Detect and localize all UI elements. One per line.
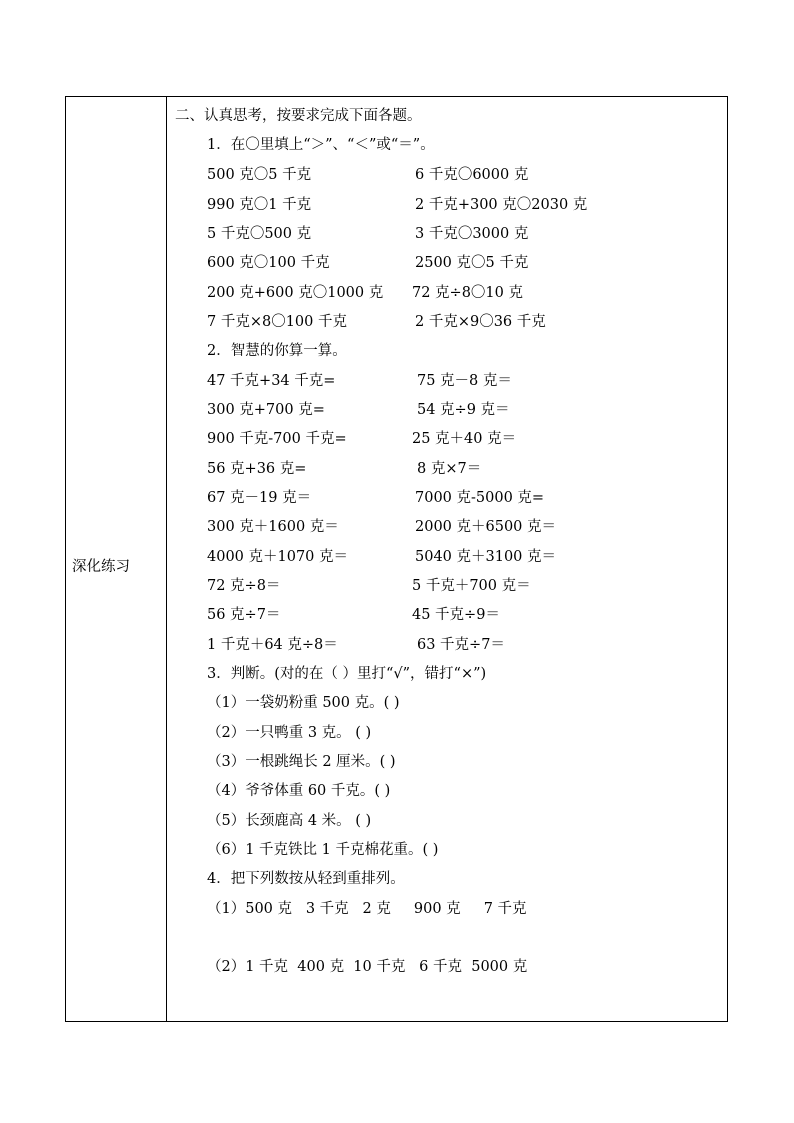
section3-heading: 3．判断。(对的在（ ）里打“√”，错打“×”) xyxy=(207,666,487,682)
judge-item-3: （3）一根跳绳长 2 厘米。( ) xyxy=(207,754,396,770)
compare-right-5: 72 克÷8〇10 克 xyxy=(412,285,523,301)
content-cell xyxy=(167,97,727,1021)
calc-left-8: 72 克÷8＝ xyxy=(207,578,281,594)
calc-right-10: 63 千克÷7＝ xyxy=(417,637,505,653)
order-item-1: （1）500 克 3 千克 2 克 900 克 7 千克 xyxy=(207,901,527,917)
judge-item-6: （6）1 千克铁比 1 千克棉花重。( ) xyxy=(207,842,439,858)
compare-left-5: 200 克+600 克〇1000 克 xyxy=(207,285,384,301)
side-label: 深化练习 xyxy=(72,559,130,575)
order-item-2: （2）1 千克 400 克 10 千克 6 千克 5000 克 xyxy=(207,959,528,975)
calc-right-3: 25 克＋40 克＝ xyxy=(412,431,517,447)
compare-right-2: 2 千克+300 克〇2030 克 xyxy=(415,197,588,213)
worksheet-table xyxy=(65,96,728,1022)
calc-right-2: 54 克÷9 克＝ xyxy=(417,402,510,418)
judge-item-4: （4）爷爷体重 60 千克。( ) xyxy=(207,783,391,799)
compare-right-3: 3 千克〇3000 克 xyxy=(415,226,529,242)
compare-left-1: 500 克〇5 千克 xyxy=(207,167,312,183)
compare-right-4: 2500 克〇5 千克 xyxy=(415,255,529,271)
calc-left-2: 300 克+700 克= xyxy=(207,402,325,418)
section-title: 二、认真思考，按要求完成下面各题。 xyxy=(175,108,422,124)
compare-left-2: 990 克〇1 千克 xyxy=(207,197,312,213)
calc-right-4: 8 克×7＝ xyxy=(417,461,482,477)
calc-left-4: 56 克+36 克= xyxy=(207,461,307,477)
judge-item-1: （1）一袋奶粉重 500 克。( ) xyxy=(207,695,400,711)
calc-left-10: 1 千克＋64 克÷8＝ xyxy=(207,637,338,653)
calc-right-9: 45 千克÷9＝ xyxy=(412,607,500,623)
compare-left-3: 5 千克〇500 克 xyxy=(207,226,312,242)
calc-left-3: 900 千克-700 千克= xyxy=(207,431,347,447)
compare-left-6: 7 千克×8〇100 千克 xyxy=(207,314,347,330)
judge-item-2: （2）一只鸭重 3 克。 ( ) xyxy=(207,725,372,741)
calc-left-9: 56 克÷7＝ xyxy=(207,607,281,623)
section4-heading: 4．把下列数按从轻到重排列。 xyxy=(207,871,405,887)
calc-left-5: 67 克－19 克＝ xyxy=(207,490,312,506)
calc-right-6: 2000 克＋6500 克＝ xyxy=(415,519,557,535)
side-cell xyxy=(66,97,167,1021)
calc-right-8: 5 千克＋700 克＝ xyxy=(412,578,531,594)
compare-left-4: 600 克〇100 千克 xyxy=(207,255,330,271)
section2-heading: 2．智慧的你算一算。 xyxy=(207,343,347,359)
calc-right-7: 5040 克＋3100 克＝ xyxy=(415,549,557,565)
compare-right-1: 6 千克〇6000 克 xyxy=(415,167,529,183)
calc-right-1: 75 克－8 克＝ xyxy=(417,373,512,389)
calc-left-1: 47 千克+34 千克= xyxy=(207,373,336,389)
judge-item-5: （5）长颈鹿高 4 米。 ( ) xyxy=(207,813,372,829)
calc-right-5: 7000 克-5000 克= xyxy=(415,490,545,506)
compare-right-6: 2 千克×9〇36 千克 xyxy=(415,314,546,330)
calc-left-6: 300 克＋1600 克＝ xyxy=(207,519,339,535)
section1-heading: 1．在〇里填上“＞”、“＜”或“＝”。 xyxy=(207,137,435,153)
calc-left-7: 4000 克＋1070 克＝ xyxy=(207,549,349,565)
